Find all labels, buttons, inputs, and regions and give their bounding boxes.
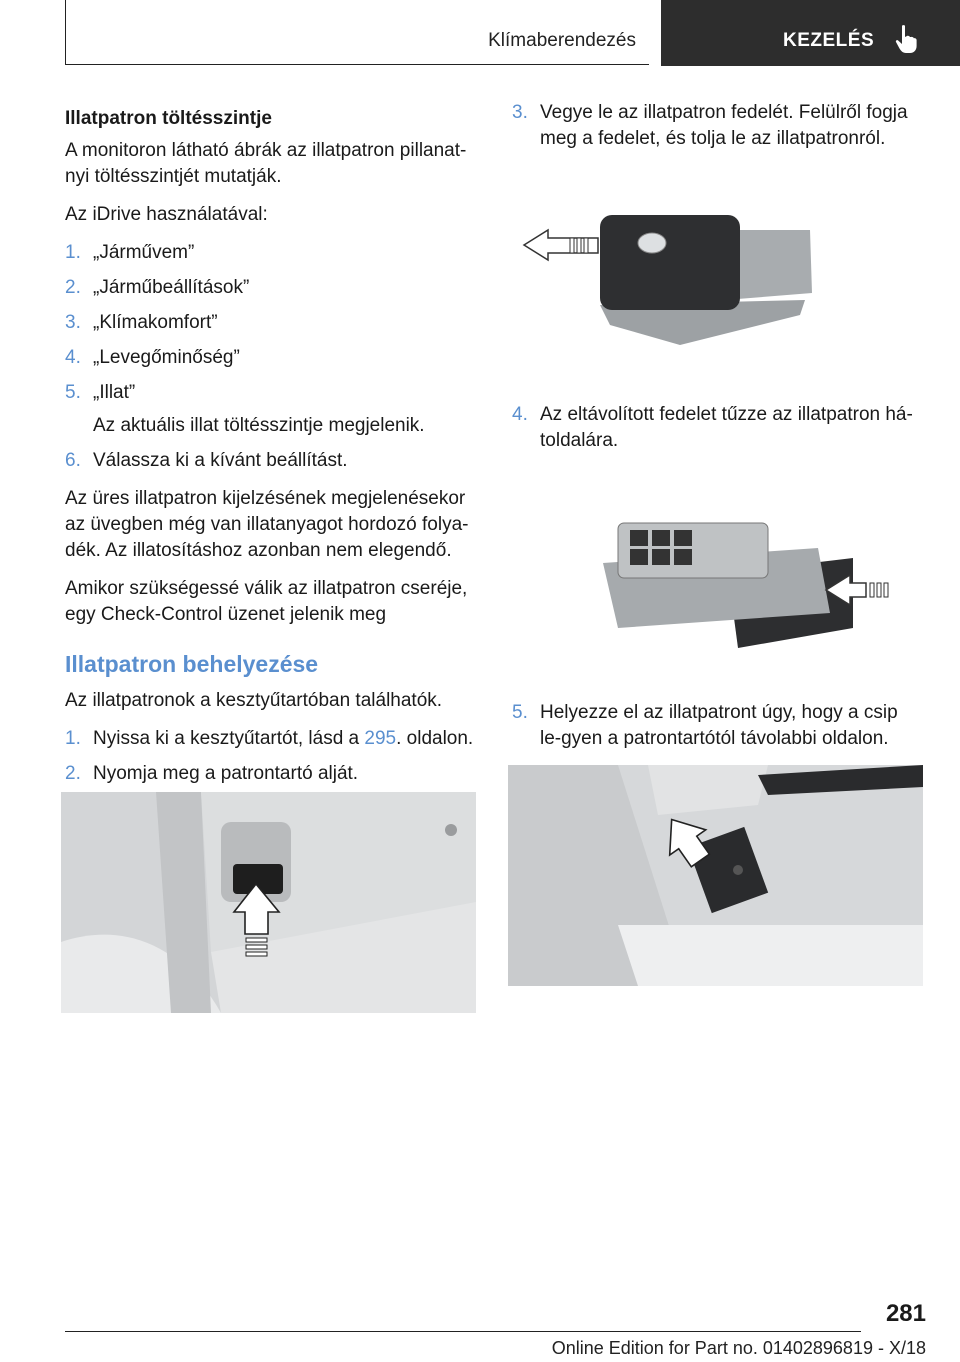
- step-number: 5.: [65, 382, 81, 403]
- paragraph-intro: A monitoron látható ábrák az illatpatron pillanat-nyi töltésszintjét mutatják.: [65, 140, 467, 187]
- page-number: 281: [885, 1300, 926, 1327]
- section-title-insert: Illatpatron behelyezése: [65, 651, 319, 677]
- step-text: „Járműbeállítások”: [93, 277, 250, 298]
- step-text: Nyissa ki a kesztyűtartót, lásd a: [93, 728, 365, 749]
- step-number: 4.: [512, 404, 528, 425]
- right-column-step5: [512, 700, 924, 764]
- page-reference-link[interactable]: 295: [364, 728, 397, 749]
- step-number: 5.: [512, 702, 528, 723]
- paragraph-empty-cartridge: Az üres illatpatron kijelzésének megjelenésekor az üvegben még van illatanyagot hordozó folya-dék. Az illatosításhoz azonban nem elegendő.: [65, 488, 469, 561]
- step-number: 3.: [65, 312, 81, 333]
- list-item: [512, 402, 924, 454]
- footer-rule: [65, 1331, 861, 1332]
- right-steps-list-b: [512, 402, 924, 454]
- paragraph-idrive: Az iDrive használatával:: [65, 204, 268, 225]
- chapter-tab[interactable]: [661, 0, 960, 66]
- glovebox-holder-photo: [61, 792, 476, 1013]
- list-item: [65, 448, 477, 474]
- list-item: [65, 345, 477, 371]
- step-text: Helyezze el az illatpatront úgy, hogy a csip le-gyen a patrontartótól távolabbi oldalon.: [540, 702, 898, 749]
- header-rule-bottom: [65, 64, 649, 65]
- cartridge-backside-drawing: [598, 518, 908, 653]
- list-item: [65, 275, 477, 301]
- step-text-suffix: . oldalon.: [396, 728, 474, 749]
- list-item: [65, 761, 477, 787]
- page-header: [0, 0, 960, 66]
- header-rule-vertical: [65, 0, 66, 64]
- right-steps-list-a: [512, 100, 924, 152]
- idrive-steps-list: [65, 240, 477, 474]
- step-text: Válassza ki a kívánt beállítást.: [93, 450, 348, 471]
- list-item: [65, 310, 477, 336]
- step-number: 1.: [65, 728, 81, 749]
- list-item: [512, 700, 924, 752]
- cover-attach-illustration: [598, 518, 908, 653]
- step-text: Vegye le az illatpatron fedelét. Felülről fogja meg a fedelet, és tolja le az illatpatronról.: [540, 102, 908, 149]
- cover-removal-illustration: [520, 205, 820, 355]
- chapter-tab-label: KEZELÉS: [783, 30, 875, 51]
- step-number: 1.: [65, 242, 81, 263]
- paragraph-replace: Amikor szükségessé válik az illatpatron cseréje, egy Check-Control üzenet jelenik meg: [65, 578, 468, 625]
- step-text: „Levegőminőség”: [93, 347, 240, 368]
- footer-edition: Online Edition for Part no. 01402896819 - X/18: [551, 1338, 926, 1358]
- cartridge-placement-illustration: [508, 765, 923, 986]
- list-item: [512, 100, 924, 152]
- cartridge-placement-photo: [508, 765, 923, 986]
- list-item: [65, 240, 477, 266]
- right-steps-list-c: [512, 700, 924, 752]
- step-5-note: Az aktuális illat töltésszintje megjelenik.: [93, 415, 425, 436]
- step-text: Nyomja meg a patrontartó alját.: [93, 763, 359, 784]
- step-number: 2.: [65, 763, 81, 784]
- header-section-title: Klímaberendezés: [488, 30, 636, 51]
- cartridge-cover-drawing: [520, 205, 820, 355]
- right-column-step4: [512, 402, 924, 466]
- step-number: 2.: [65, 277, 81, 298]
- step-number: 3.: [512, 102, 528, 123]
- step-text: „Járművem”: [93, 242, 195, 263]
- step-text: Az eltávolított fedelet tűzze az illatpatron há-toldalára.: [540, 404, 913, 451]
- list-item: [65, 380, 477, 406]
- step-number: 4.: [65, 347, 81, 368]
- subheading-fill-level: Illatpatron töltésszintje: [65, 108, 272, 129]
- step-number: 6.: [65, 450, 81, 471]
- glovebox-holder-illustration: [61, 792, 476, 1013]
- step-text: „Klímakomfort”: [93, 312, 218, 333]
- hand-pointer-icon: [894, 24, 920, 54]
- step-text: „Illat”: [93, 382, 136, 403]
- left-column: [65, 100, 477, 832]
- list-item: [65, 726, 477, 752]
- paragraph-location: Az illatpatronok a kesztyűtartóban találhatók.: [65, 690, 443, 711]
- right-column: [512, 100, 924, 164]
